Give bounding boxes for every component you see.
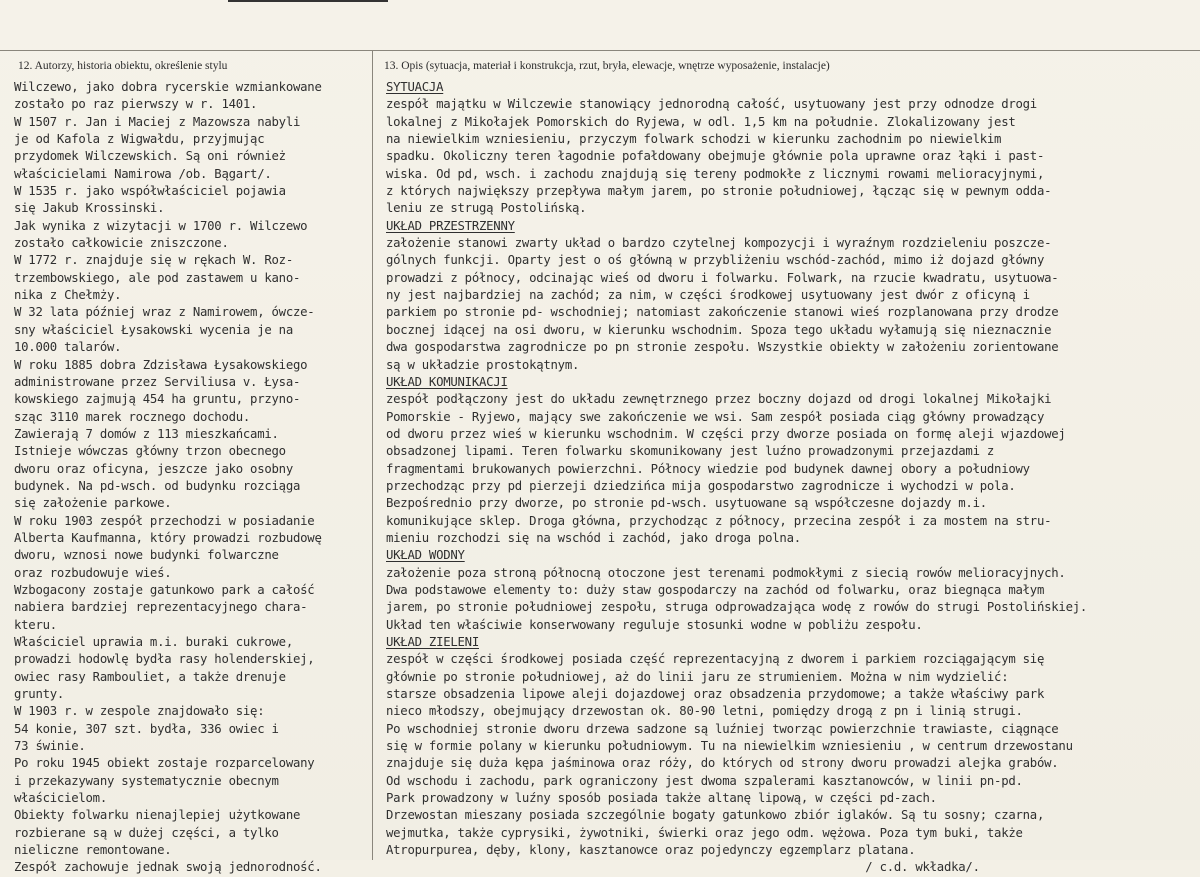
history-line: właścicielami Namirowa /ob. Bągart/.: [14, 166, 272, 181]
history-line: W 1535 r. jako współwłaściciel pojawia: [14, 184, 286, 199]
history-line: 54 konie, 307 szt. bydła, 336 owiec i: [14, 721, 279, 736]
history-line: dworu oraz oficyna, jeszcze jako osobny: [14, 461, 293, 476]
description-line: są w układzie prostokątnym.: [386, 357, 580, 372]
history-line: Zawierają 7 domów z 113 mieszkańcami.: [14, 426, 279, 441]
history-line: się Jakub Krossinski.: [14, 201, 165, 216]
description-line: obsadzonej lipami. Teren folwarku skomunikowany jest luźno prowadzonymi przejazdami z: [386, 444, 995, 459]
description-line: parkiem po stronie pd- wschodniej; natomiast zakończenie stanowi wieś rozplanowana przy drodze: [386, 305, 1059, 320]
subsection-heading: SYTUACJA: [386, 80, 444, 94]
description-text: [386, 79, 1191, 877]
history-line: W roku 1903 zespół przechodzi w posiadanie: [14, 513, 315, 528]
description-line: spadku. Okoliczny teren łagodnie pofałdowany obejmuje głównie pola uprawne oraz łąki i past-: [386, 149, 1045, 164]
description-line: Bezpośrednio przy dworze, po stronie pd-wsch. usytuowane są współczesne dojazdy m.i.: [386, 496, 987, 511]
subsection-heading: UKŁAD KOMUNIKACJI: [386, 374, 508, 389]
history-line: się założenie parkowe.: [14, 496, 172, 511]
history-line: Istnieje wówczas główny trzon obecnego: [14, 444, 286, 459]
history-line: administrowane przez Serviliusa v. Łysa-: [14, 374, 301, 389]
description-line: komunikujące sklep. Droga główna, przychodząc z północy, przecina zespół i za mostem na stru-: [386, 513, 1052, 528]
history-line: zostało po raz pierwszy w r. 1401.: [14, 97, 258, 112]
history-line: Alberta Kaufmanna, który prowadzi rozbudowę: [14, 530, 322, 545]
description-line: Drzewostan mieszany posiada szczególnie bogaty gatunkowo zbiór iglaków. Są tu sosny; czarna,: [386, 808, 1045, 823]
subsection-heading: UKŁAD ZIELENI: [386, 635, 479, 649]
history-line: grunty.: [14, 687, 65, 702]
description-line: założenie poza stroną północną otoczone jest terenami podmokłymi z siecią rowów melioracyjnych.: [386, 565, 1066, 580]
description-line: dwa gospodarstwa zagrodnicze po pn stronie zespołu. Wszystkie obiekty w założeniu zorientowane: [386, 340, 1059, 355]
history-line: Po roku 1945 obiekt zostaje rozparcelowany: [14, 756, 315, 771]
history-line: kteru.: [14, 617, 57, 632]
description-line: założenie stanowi zwarty układ o bardzo czytelnej kompozycji i wyraźnym rozdzieleniu poszcze-: [386, 236, 1052, 251]
header-rule: [0, 50, 1200, 51]
description-line: wiska. Od pd, wsch. i zachodu znajdują się tereny podmokłe z licznymi rowami melioracyjnymi,: [386, 166, 1045, 181]
history-line: Wzbogacony zostaje gatunkowo park a całość: [14, 582, 315, 597]
description-line: Od wschodu i zachodu, park ograniczony jest dwoma szpalerami kasztanowców, w linii pn-pd.: [386, 773, 1023, 788]
description-line: lokalnej z Mikołajek Pomorskich do Ryjewa, w odl. 1,5 km na południe. Zlokalizowany jest: [386, 114, 1016, 129]
history-line: nika z Chełmży.: [14, 288, 122, 303]
history-line: nieliczne remontowane.: [14, 843, 172, 858]
history-line: dworu, wznosi nowe budynki folwarczne: [14, 548, 279, 563]
history-line: Jak wynika z wizytacji w 1700 r. Wilczewo: [14, 218, 308, 233]
subsection-heading: UKŁAD WODNY: [386, 548, 465, 563]
history-line: owiec rasy Rambouliet, a także drenuje: [14, 669, 286, 684]
history-line: i przekazywany systematycznie obecnym: [14, 773, 279, 788]
history-line: rozbierane są w dużej części, a tylko: [14, 825, 279, 840]
description-line: starsze obsadzenia lipowe aleji dojazdowej oraz obsadzenia przydomowe; a także właściwy park: [386, 687, 1045, 702]
description-line: zespół majątku w Wilczewie stanowiący jednorodną całość, usytuowany jest przy odnodze drogi: [386, 97, 1037, 112]
history-line: przydomek Wilczewskich. Są oni również: [14, 149, 286, 164]
history-line: W roku 1885 dobra Zdzisława Łysakowskiego: [14, 357, 308, 372]
description-line: gólnych funkcji. Oparty jest o oś główną w przybliżeniu wschód-zachód, mimo iż dojazd główny: [386, 253, 1045, 268]
description-line: od dworu przez wieś w kierunku wschodnim. W części przy dworze posiada on formę aleji wjazdowej: [386, 426, 1066, 441]
history-line: właścicielom.: [14, 791, 107, 806]
description-line: Pomorskie - Ryjewo, mający swe zakończenie we wsi. Sam zespół posiada ciąg główny prowadzący: [386, 409, 1045, 424]
description-line: Po wschodniej stronie dworu drzewa sadzone są luźniej tworząc powierzchnie trawiaste, ciągnące: [386, 721, 1059, 736]
history-line: budynek. Na pd-wsch. od budynku rozciąga: [14, 478, 301, 493]
history-line: nabiera bardziej reprezentacyjnego chara-: [14, 600, 308, 615]
history-line: sny właściciel Łysakowski wycenia je na: [14, 322, 293, 337]
description-line: przechodząc przy pd pierzeji dziedzińca mija gospodarstwo zagrodnicze i wychodzi w pola.: [386, 478, 1016, 493]
history-line: W 1507 r. Jan i Maciej z Mazowsza nabyli: [14, 114, 301, 129]
description-line: Układ ten właściwie konserwowany reguluje stosunki wodne w pobliżu zespołu.: [386, 617, 923, 632]
description-line: prowadzi z północy, odcinając wieś od dworu i folwarku. Folwark, na rzucie kwadratu, usytuowa-: [386, 270, 1059, 285]
description-line: leniu ze strugą Postolińską.: [386, 201, 587, 216]
history-line: Zespół zachowuje jednak swoją jednorodność.: [14, 860, 322, 875]
description-line: znajduje się duża kępa jaśminowa oraz róży, do których od strony dworu prowadzi alejka grabów.: [386, 756, 1059, 771]
history-line: Właściciel uprawia m.i. buraki cukrowe,: [14, 635, 293, 649]
description-line: jarem, po stronie południowej zespołu, struga odprowadzająca wodę z rowów do strugi Postolińskiej.: [386, 600, 1088, 615]
history-line: Obiekty folwarku nienajlepiej użytkowane: [14, 808, 301, 823]
history-line: sząc 3110 marek rocznego dochodu.: [14, 409, 251, 424]
description-line: na niewielkim wzniesieniu, przyczym folwark schodzi w kierunku zachodnim po niewielkim: [386, 132, 1002, 147]
history-line: W 32 lata później wraz z Namirowem, ówcze-: [14, 305, 315, 320]
description-line: ny jest najbardziej na zachód; za nim, w części środkowej usytuowany jest dwór z oficyną i: [386, 288, 1030, 303]
description-line: Dwa podstawowe elementy to: duży staw gospodarczy na zachód od folwarku, oraz biegnąca małym: [386, 582, 1045, 597]
description-line: Atropurpurea, dęby, klony, kasztanowce oraz pojedynczy egzemplarz platana.: [386, 843, 916, 858]
description-line: z których największy przepływa małym jarem, po stronie południowej, łącząc się w pewnym odda-: [386, 184, 1052, 199]
history-line: W 1903 r. w zespole znajdowało się:: [14, 704, 265, 719]
history-line: Wilczewo, jako dobra rycerskie wzmiankowane: [14, 80, 322, 94]
description-line: się w formie polany w kierunku południowym. Tu na niewielkim wzniesieniu , w centrum drzewostanu: [386, 739, 1073, 754]
description-line: fragmentami brukowanych powierzchni. Północy wiedzie pod budynek dawnej obory a południowy: [386, 461, 1030, 476]
description-line: Park prowadzony w luźny sposób posiada także altanę lipową, w części pd-zach.: [386, 791, 937, 806]
description-line: zespół podłączony jest do układu zewnętrznego przez boczny dojazd od drogi lokalnej Mikołajki: [386, 392, 1052, 407]
description-line: zespół w części środkowej posiada część reprezentacyjną z dworem i parkiem rozciągającym się: [386, 652, 1045, 667]
description-line: / c.d. wkładka/.: [386, 860, 980, 875]
history-line: 10.000 talarów.: [14, 340, 122, 355]
history-line: prowadzi hodowlę bydła rasy holenderskiej,: [14, 652, 315, 667]
description-line: głównie po stronie południowej, aż do linii jaru ze strumieniem. Można w nim wydzielić:: [386, 669, 1009, 684]
description-line: wejmutka, także cyprysiki, żywotniki, świerki oraz jego odm. wężowa. Poza tym buki, także: [386, 825, 1023, 840]
history-line: trzembowskiego, ale pod zastawem u kano-: [14, 270, 301, 285]
history-line: oraz rozbudowuje wieś.: [14, 565, 172, 580]
section-13-heading: 13. Opis (sytuacja, materiał i konstrukcja, rzut, bryła, elewacje, wnętrze wyposażenie, instalacje): [384, 60, 830, 72]
history-line: 73 świnie.: [14, 739, 86, 754]
section-12-heading: 12. Autorzy, historia obiektu, określenie stylu: [18, 60, 228, 72]
history-line: kowskiego zajmują 454 ha gruntu, przyno-: [14, 392, 301, 407]
subsection-heading: UKŁAD PRZESTRZENNY: [386, 218, 515, 233]
history-line: je od Kafola z Wigwałdu, przyjmując: [14, 132, 265, 147]
history-line: W 1772 r. znajduje się w rękach W. Roz-: [14, 253, 293, 268]
description-line: mieniu rozchodzi się na wschód i zachód, jako droga polna.: [386, 530, 801, 545]
description-line: bocznej idącej na osi dworu, w kierunku wschodnim. Spoza tego układu wyłamują się nieznacznie: [386, 322, 1052, 337]
column-divider: [372, 50, 373, 860]
top-rule: [228, 0, 388, 2]
history-line: zostało całkowicie zniszczone.: [14, 236, 229, 251]
history-text: [14, 79, 366, 877]
description-line: nieco młodszy, obejmujący drzewostan ok. 80-90 letni, pomiędzy drogą z pn i linią strugi.: [386, 704, 1023, 719]
